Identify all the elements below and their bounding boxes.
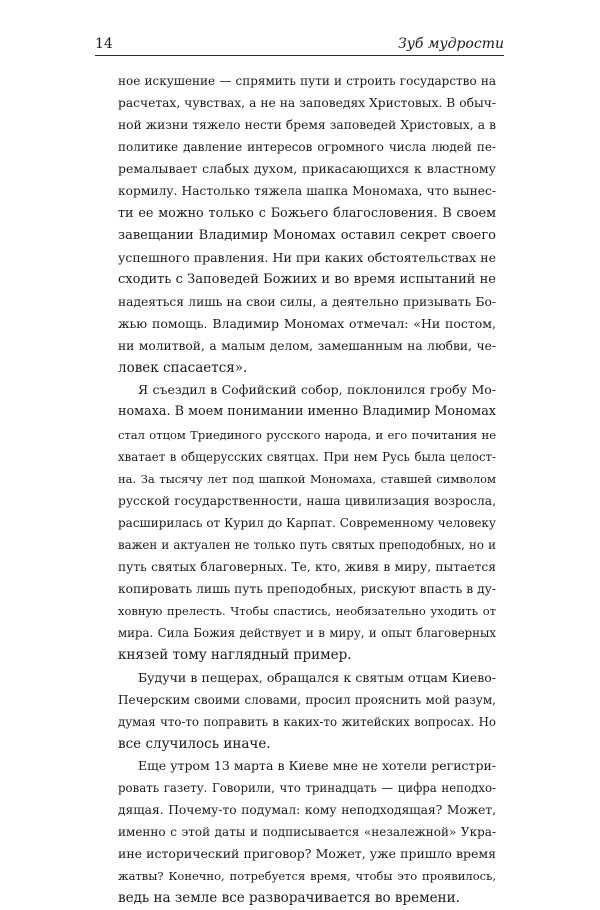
body-text xyxy=(118,70,496,910)
paragraph xyxy=(118,379,496,666)
text-line: успешного правления. Ни при каких обстоятельствах не xyxy=(118,249,496,265)
text-line: политике давление интересов огромного числа людей пе- xyxy=(118,140,496,155)
text-line: ведь на земле все разворачивается во времени. xyxy=(118,890,460,907)
text-line: все случилось иначе. xyxy=(118,735,271,752)
text-line: ни молитвой, а малым делом, замешанным на любви, че- xyxy=(118,339,496,354)
text-line: путь святых благоверных. Те, кто, живя в миру, пытается xyxy=(118,560,496,575)
text-line: стал отцом Триединого русского народа, и его почитания не xyxy=(118,427,496,442)
text-line: кормилу. Настолько тяжела шапка Мономаха, что вынес- xyxy=(118,184,496,199)
header-rule xyxy=(95,55,504,56)
text-line: надеяться лишь на свои силы, а деятельно призывать Бо- xyxy=(118,294,496,309)
text-line: копировать лишь путь преподобных, рискуют впасть в ду- xyxy=(118,582,496,597)
text-line: завещании Владимир Мономах оставил секрет своего xyxy=(118,227,496,243)
running-title: Зуб мудрости xyxy=(398,36,504,52)
text-line: важен и актуален не только путь святых преподобных, но и xyxy=(118,537,496,552)
text-line: сходить с Заповедей Божиих и во время испытаний не xyxy=(118,271,496,287)
text-line: ине исторический приговор? Может, уже пришло время xyxy=(118,846,496,862)
text-line: русской государственности, наша цивилизация возросла, xyxy=(118,493,496,508)
text-line: дящая. Почему-то подумал: кому неподходящая? Может, xyxy=(118,803,496,818)
text-line: ти ее можно только с Божьего благословения. В своем xyxy=(118,205,496,221)
text-line: ной жизни тяжело нести бремя заповедей Христовых, а в xyxy=(118,118,496,133)
page-header xyxy=(95,35,504,55)
text-line: расширилась от Курил до Карпат. Современному человеку xyxy=(118,515,496,530)
page-number: 14 xyxy=(95,36,113,52)
text-line: жатвы? Конечно, потребуется время, чтобы это проявилось, xyxy=(118,869,496,884)
text-line: жью помощь. Владимир Мономах отмечал: «Ни постом, xyxy=(118,316,496,332)
text-line: расчетах, чувствах, а не на заповедях Христовых. В обыч- xyxy=(118,96,496,111)
text-line: ховную прелесть. Чтобы спастись, необязательно уходить от xyxy=(118,604,496,619)
text-line: ловек спасается». xyxy=(118,360,248,377)
text-line: ровать газету. Говорили, что тринадцать — цифра неподхо- xyxy=(118,781,496,795)
paragraph xyxy=(118,755,496,910)
text-line: Я съездил в Софийский собор, поклонился гробу Мо- xyxy=(138,382,496,398)
text-line: хватает в общерусских святцах. При нем Русь была целост- xyxy=(118,449,496,464)
text-line: номаха. В моем понимании именно Владимир Мономах xyxy=(118,404,496,420)
text-line: ное искушение — спрямить пути и строить государство на xyxy=(118,74,496,88)
text-line: именно с этой даты и подписывается «незалежной» Укра- xyxy=(118,825,496,840)
text-line: думая что-то поправить в каких-то житейских вопросах. Но xyxy=(118,714,496,729)
text-line: ремалывает слабых духом, прикасающихся к властному xyxy=(118,161,496,177)
text-line: на. За тысячу лет под шапкой Мономаха, ставшей символом xyxy=(118,471,496,486)
paragraph xyxy=(118,667,496,755)
paragraph xyxy=(118,70,496,379)
text-line: Будучи в пещерах, обращался к святым отцам Киево- xyxy=(138,669,496,685)
text-line: мира. Сила Божия действует и в миру, и опыт благоверных xyxy=(118,626,496,641)
text-line: князей тому наглядный пример. xyxy=(118,647,352,664)
text-line: Еще утром 13 марта в Киеве мне не хотели регистри- xyxy=(138,757,496,773)
text-line: Печерским своими словами, просил прояснить мой разум, xyxy=(118,692,496,707)
